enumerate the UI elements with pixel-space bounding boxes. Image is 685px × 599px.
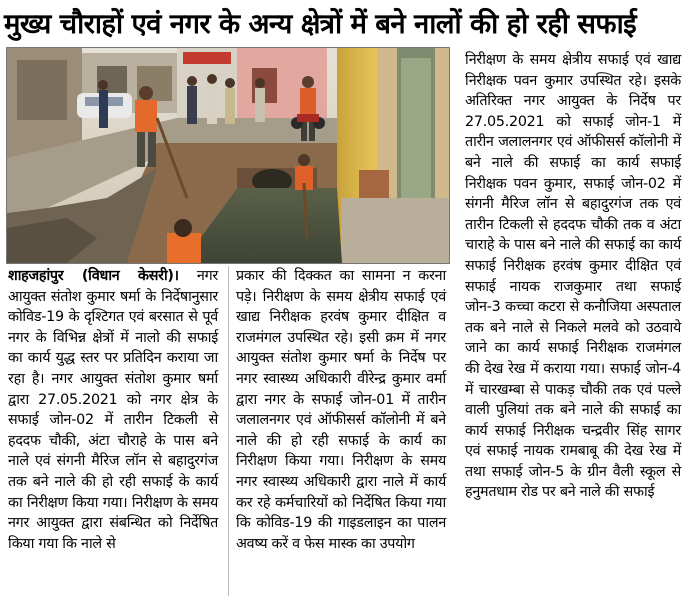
column-2-text: प्रकार की दिक्कत का सामना न करना पड़े। निरीक्षण के समय क्षेत्रीय सफाई एवं खाद्य निरीक्षक हरवंष कुमार दीक्षित व राजमंगल उपस्थित रहे। इसी क्रम में नगर आयुक्त संतोश कुमार षर्मा के निर्देष पर नगर स्वास्थ्य अधिकारी वीरेन्द्र कुमार वर्मा द्वारा नगर के सफाई जोन-01 में तारीन जलालनगर एवं ऑफीसर्स कॉलोनी में बने नाले की हो रही सफाई के कार्य का निरीक्षण किया गया। निरीक्षण के समय नगर स्वास्थ्य अधिकारी द्वारा नाले में कार्य कर रहे कर्मचारियों को निर्देषित किया गया कि कोविड-19 की गाइडलाइन का पालन अवष्य करें व फेस मास्क का उपयोग	[236, 268, 446, 552]
article-column-2	[236, 266, 446, 554]
column-1-text: नगर आयुक्त संतोश कुमार षर्मा के निर्देषानुसार कोविड-19 के दृश्टिगत एवं बरसात से पूर्व नगर के विभिन्न क्षेत्रों में नालो की सफाई का कार्य युद्ध स्तर पर प्रतिदिन कराया जा रहा है। नगर आयुक्त संतोश कुमार षर्मा द्वारा 27.05.2021 को नगर क्षेत्र के सफाई जोन-02 में तारीन टिकली से हददफ चौकी, अंटा चौराहे के पास बने नाले एवं संगनी मैरिज लॉन से बहादुरगंज तक बने नाले की हो रही सफाई के कार्य का निरीक्षण किया गया। निरीक्षण के समय नगर आयुक्त द्वारा संबन्धित को निर्देषित किया गया कि नाले से	[8, 268, 218, 552]
article-column-1	[8, 266, 218, 554]
dateline: शाहजहांपुर (विधान केसरी)।	[8, 268, 179, 284]
article-column-3	[465, 50, 681, 503]
column-divider	[228, 266, 229, 596]
column-3-text: निरीक्षण के समय क्षेत्रीय सफाई एवं खाद्य निरीक्षक पवन कुमार उपस्थित रहे। इसके अतिरिक्त नगर आयुक्त के निर्देष पर 27.05.2021 को सफाई जोन-1 में तारीन जलालनगर एवं ऑफीसर्स कॉलोनी में बने नाले की सफाई का कार्य सफाई निरीक्षक पवन कुमार, सफाई जोन-02 में संगनी मैरिज लॉन से बहादुरगंज तक एवं तारीन टिकली से हददफ चौकी तक व अंटा चाराहे के पास बने नाले की सफाई का कार्य सफाई निरीक्षक हरवंष कुमार दीक्षित एवं सफाई नायक राजकुमार तथा सफाई जोन-3 कच्चा कटरा से कनौजिया अस्पताल तक बने नाले से निकले मलवे को उठवाये जाने का कार्य सफाई निरीक्षक राजमंगल की देख रेख में कराया गया। सफाई जोन-4 में चारखम्बा से पाकड़ चौकी तक एवं पल्ले वाली पुलियां तक बने नाले की सफाई का कार्य सफाई निरीक्षक चन्द्रवीर सिंह सागर एवं सफाई नायक रामबाबू की देख रेख में तथा सफाई जोन-5 के ग्रीन वैली स्कूल से हनुमतधाम रोड पर बने नाले की सफाई	[465, 52, 681, 501]
news-photo	[6, 47, 450, 264]
headline: मुख्य चौराहों एवं नगर के अन्य क्षेत्रों में बने नालों की हो रही सफाई	[4, 8, 637, 40]
